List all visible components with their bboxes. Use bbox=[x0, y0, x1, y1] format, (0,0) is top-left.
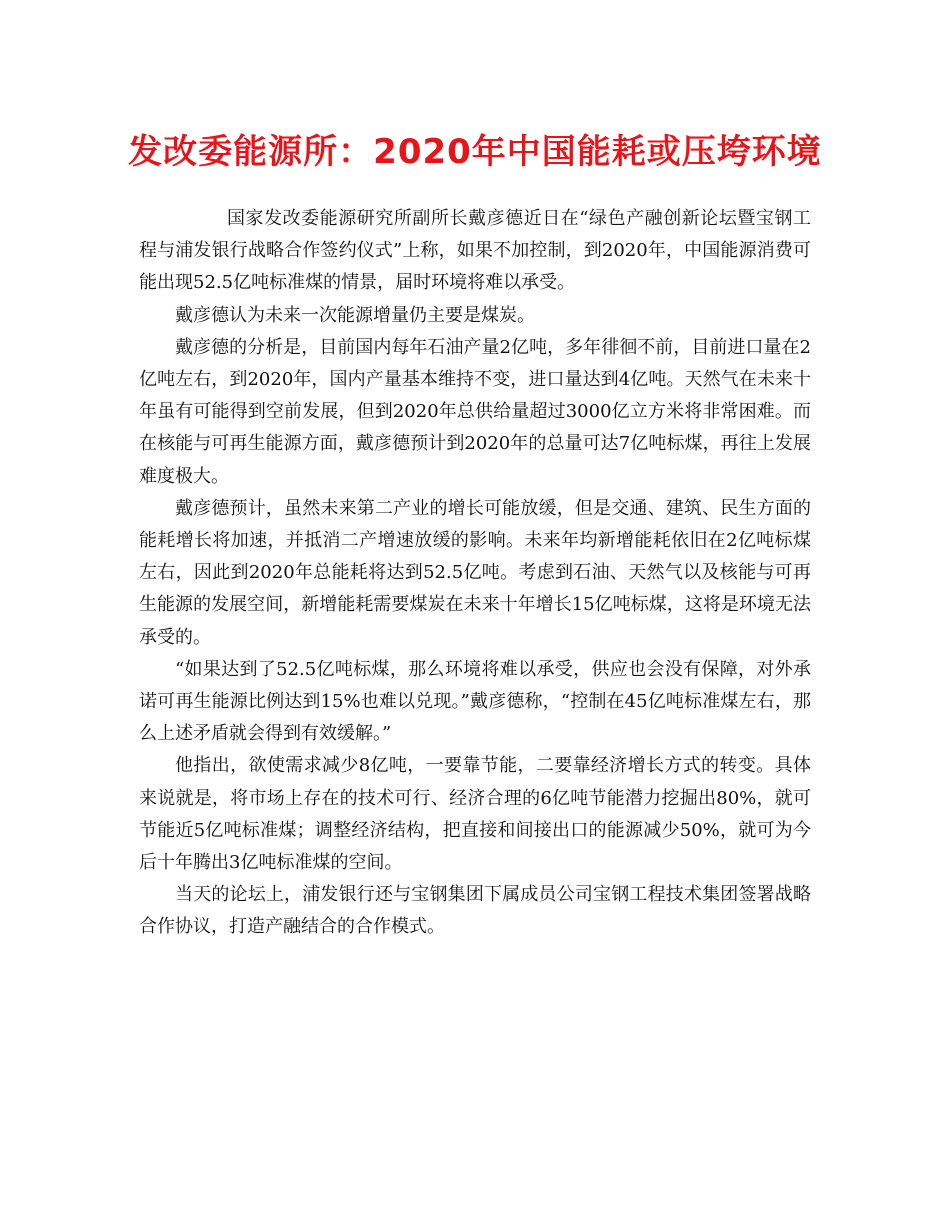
paragraph-2: 戴彦德认为未来一次能源增量仍主要是煤炭。 bbox=[175, 304, 535, 326]
article-title: 发改委能源所：2020年中国能耗或压垮环境 bbox=[128, 132, 822, 172]
paragraph-4: 戴彦德预计，虽然未来第二产业的增长可能放缓，但是交通、建筑、民生方面的能耗增长将加速，并抵消二产增速放缓的影响。未来年均新增能耗依旧在2亿吨标煤左右，因此到2020年总能耗将达到52.5亿吨。考虑到石油、天然气以及核能与可再生能源的发展空间，新增能耗需要煤炭在未来十年增长15亿吨标煤，这将是环境无法承受的。 bbox=[139, 497, 811, 648]
article-body bbox=[139, 203, 811, 944]
paragraph-3: 戴彦德的分析是，目前国内每年石油产量2亿吨，多年徘徊不前，目前进口量在2亿吨左右，到2020年，国内产量基本维持不变，进口量达到4亿吨。天然气在未来十年虽有可能得到空前发展，但到2020年总供给量超过3000亿立方米将非常困难。而在核能与可再生能源方面，戴彦德预计到2020年的总量可达7亿吨标煤，再往上发展难度极大。 bbox=[139, 336, 811, 487]
paragraph-7: 当天的论坛上，浦发银行还与宝钢集团下属成员公司宝钢工程技术集团签署战略合作协议，打造产融结合的合作模式。 bbox=[139, 884, 811, 938]
paragraph-5: “如果达到了52.5亿吨标煤，那么环境将难以承受，供应也会没有保障，对外承诺可再生能源比例达到15%也难以兑现。”戴彦德称，“控制在45亿吨标准煤左右，那么上述矛盾就会得到有效缓解。” bbox=[139, 658, 811, 745]
paragraph-6: 他指出，欲使需求减少8亿吨，一要靠节能，二要靠经济增长方式的转变。具体来说就是，将市场上存在的技术可行、经济合理的6亿吨节能潜力挖掘出80%，就可节能近5亿吨标准煤；调整经济结构，把直接和间接出口的能源减少50%，就可为今后十年腾出3亿吨标准煤的空间。 bbox=[139, 755, 811, 874]
paragraph-1: 国家发改委能源研究所副所长戴彦德近日在“绿色产融创新论坛暨宝钢工程与浦发银行战略合作签约仪式”上称，如果不加控制，到2020年，中国能源消费可能出现52.5亿吨标准煤的情景，届时环境将难以承受。 bbox=[139, 208, 811, 294]
